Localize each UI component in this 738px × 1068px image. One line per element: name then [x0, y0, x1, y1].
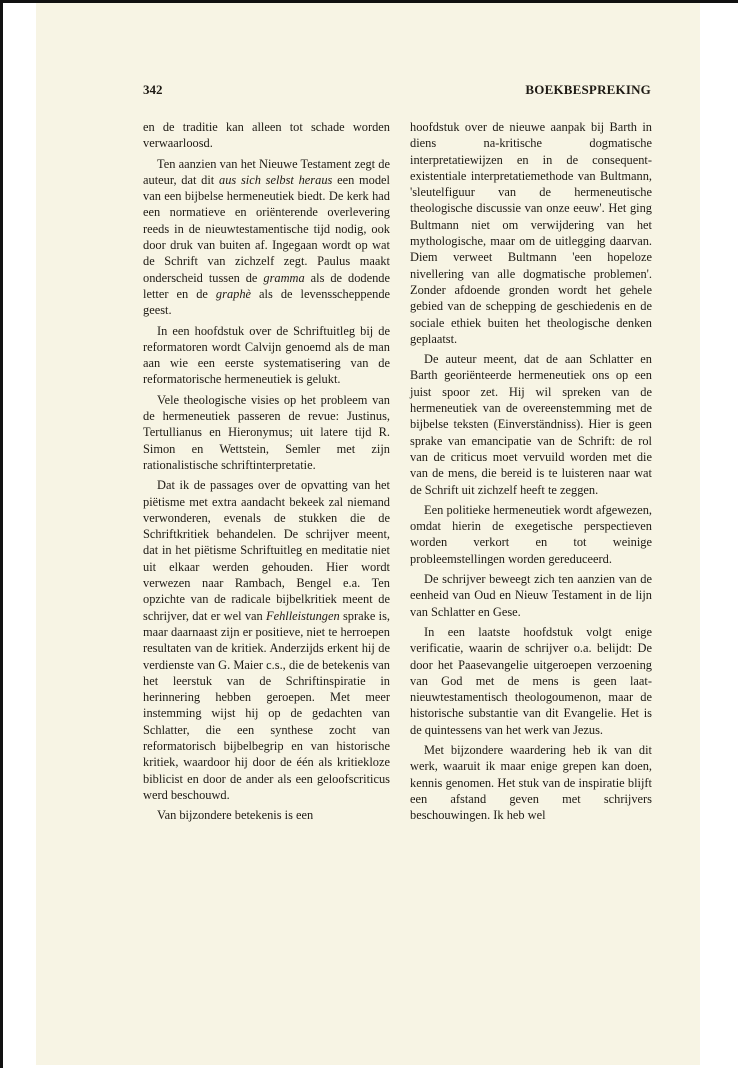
paragraph: In een hoofdstuk over de Schriftuitleg bij de reformatoren wordt Calvijn genoemd als de man aan wie een eerste systematisering van de reformatorische hermeneutiek is gelukt. [143, 323, 390, 387]
paragraph [143, 156, 390, 319]
paragraph: De auteur meent, dat de aan Schlatter en Barth georiënteerde hermeneutiek ons op een juist spoor zet. Hij wil spreken van de hermeneutiek van de overeenstemming met de bijbelse teksten (Einverständniss). Hier is geen sprake van emancipatie van de Schrift: de rol van de criticus moet vervuild worden met die van de mens, die bereid is te luisteren naar wat de Schrift uit zichzelf heeft te zeggen. [410, 352, 652, 497]
paragraph: hoofdstuk over de nieuwe aanpak bij Barth in diens na-kritische dogmatische interpretatiewijzen en in de consequent-existentiale interpretatiemethode van Bultmann, 'sleutelfiguur van de hermeneutische theologische discussie van onze eeuw'. Het ging Bultmann niet om verwijdering van het mythologische, maar om de uitlegging daarvan. Diem verweet Bultmann 'een hopeloze nivellering van alle dogmatische problemen'. Zonder afdoende gronden wordt het gehele gebied van de schepping de geschiedenis en de sociale ethiek buiten het theologische denken geplaatst. [410, 120, 652, 346]
italic-term: aus sich selbst heraus [219, 172, 333, 187]
text-run: sprake is, maar daarnaast zijn er positieve, niet te herroepen resultaten van de kritiek. Anderzijds erkent hij de verdienste van G. Maier c.s., die de betekenis van het leerstuk van de Schriftinspiratie in herinnering hebben geroepen. Met meer instemming wijst hij op de gedachten van Schlatter, die een synthese zocht van reformatorisch bijbelbegrip en van historische kritiek, waardoor hij door de één als kritiekloze biblicist en door de ander als een geloofscriticus werd beschouwd. [143, 608, 390, 802]
paragraph: Van bijzondere betekenis is een [157, 808, 314, 823]
text-run: een model van een bijbelse hermeneutiek biedt. De kerk had een normatieve en oriënterende overlevering reeds in de nieuwtestamentische tijd nodig, ook door druk van buiten af. Ingegaan wordt op wat de Schrift van zichzelf zegt. Paulus maakt onderscheid tussen de [143, 172, 390, 285]
paragraph: en de traditie kan alleen tot schade worden verwaarloosd. [143, 120, 390, 151]
text-run: als de levensscheppende geest. [143, 286, 391, 318]
text-run: Dat ik de passages over de opvatting van het piëtisme met extra aandacht bekeek zal niemand verwonderen, evenals de stukken die de Schriftkritiek behandelen. De schrijver meent, dat in het piëtisme Schriftuitleg en meditatie niet uit elkaar werden gehouden. Hier wordt verwezen naar Rambach, Bengel e.a. Ten opzichte van de radicale bijbelkritiek meent de schrijver, dat er wel van [143, 478, 390, 623]
paragraph: Met bijzondere waardering heb ik van dit werk, waaruit ik maar enige grepen kan doen, kennis genomen. Het stuk van de inspiratie blijft een afstand geven met schrijvers beschouwingen. Ik heb wel [410, 742, 652, 823]
paragraph [143, 477, 390, 803]
paragraph: In een laatste hoofdstuk volgt enige verificatie, waarin de schrijver o.a. belijdt: De door het Paasevangelie uitgeroepen verzoening van God met de mens is geen laat-nieuwtestamentisch theologoumenon, maar de historische substantie van dit Evangelie. Het is de quintessens van het werk van Jezus. [410, 624, 652, 737]
paragraph: Vele theologische visies op het probleem van de hermeneutiek passeren de revue: Justinus, Tertullianus en Hieronymus; uit latere tijd R. Simon en Wettstein, Semler met zijn rationalistische schriftinterpretatie. [143, 392, 390, 472]
italic-term: Fehlleistungen [266, 608, 340, 623]
scan-border-left [0, 0, 3, 1068]
paragraph: Een politieke hermeneutiek wordt afgewezen, omdat hierin de exegetische perspectieven worden verkort en tot weinige probleemstellingen worden gereduceerd. [410, 502, 652, 566]
text-run: Ten aanzien van het Nieuwe Testament zegt de auteur, dat dit [143, 156, 390, 187]
italic-term: graphè [215, 286, 252, 301]
running-title: BOEKBESPREKING [525, 82, 651, 97]
page-number: 342 [143, 82, 163, 97]
page-header [143, 82, 651, 100]
left-column [143, 119, 390, 823]
text-run: als de dodende letter en de [143, 270, 390, 301]
right-column [410, 119, 652, 823]
italic-term: gramma [263, 270, 305, 285]
paragraph: De schrijver beweegt zich ten aanzien van de eenheid van Oud en Nieuw Testament in de lijn van Schlatter en Gese. [410, 572, 652, 619]
